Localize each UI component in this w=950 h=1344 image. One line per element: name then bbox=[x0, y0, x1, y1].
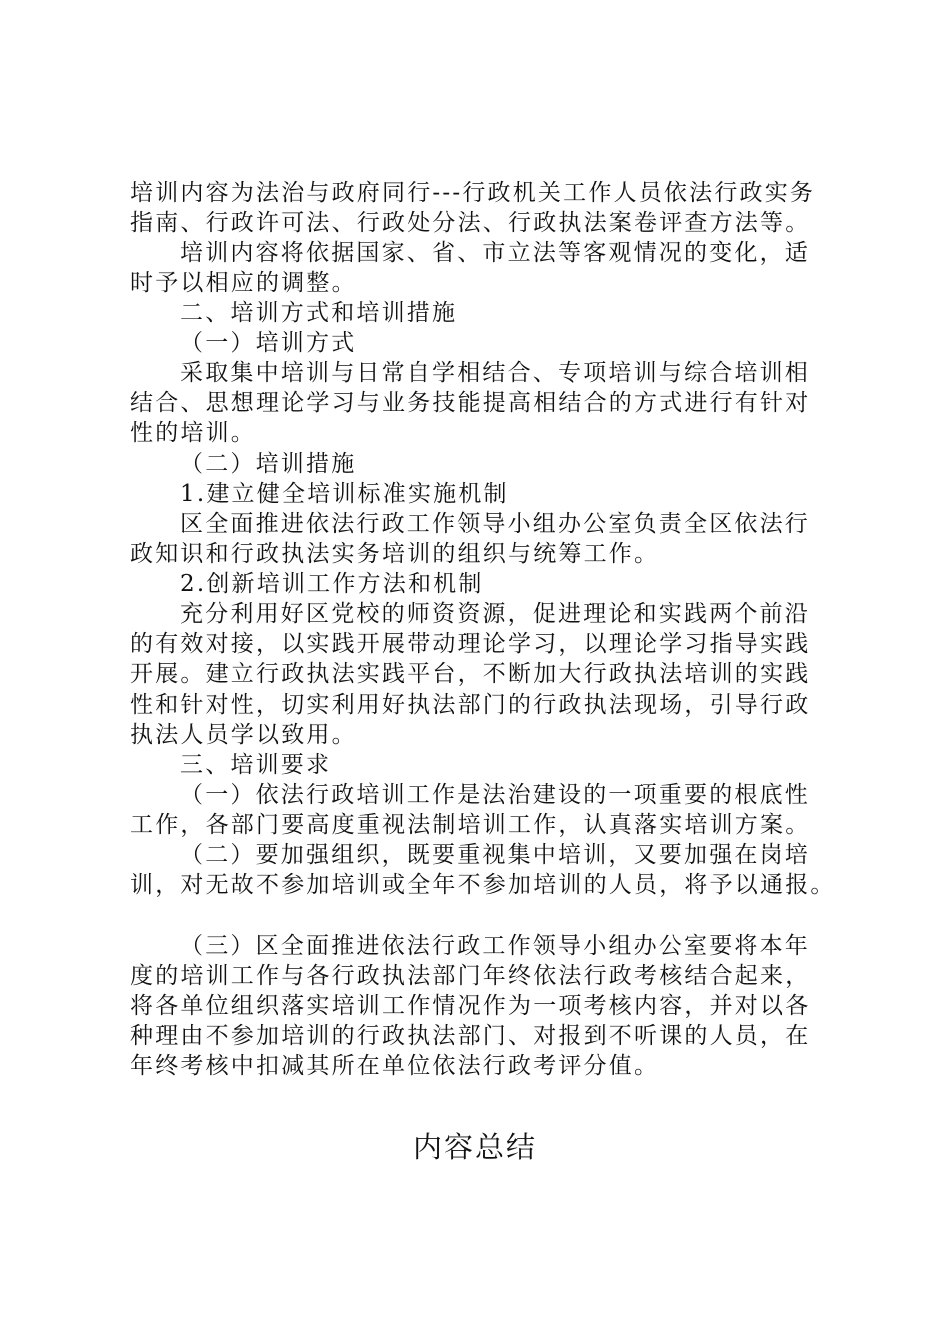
body-line: 采取集中培训与日常自学相结合、专项培训与综合培训相 bbox=[180, 360, 810, 386]
body-line: 政知识和行政执法实务培训的组织与统筹工作。 bbox=[130, 541, 660, 567]
section-heading: 二、培训方式和培训措施 bbox=[180, 300, 458, 326]
body-line: 年终考核中扣减其所在单位依法行政考评分值。 bbox=[130, 1053, 660, 1079]
body-line: 时予以相应的调整。 bbox=[130, 270, 357, 296]
body-line: 将各单位组织落实培训工作情况作为一项考核内容，并对以各 bbox=[130, 993, 811, 1019]
body-line: 开展。建立行政执法实践平台，不断加大行政执法培训的实践 bbox=[130, 661, 811, 687]
body-line: 的有效对接，以实践开展带动理论学习，以理论学习指导实践 bbox=[130, 631, 811, 657]
section-heading: 三、培训要求 bbox=[180, 752, 332, 778]
summary-heading: 内容总结 bbox=[412, 1130, 537, 1164]
subsection-heading: （一）培训方式 bbox=[180, 330, 357, 356]
subsection-heading: （二）培训措施 bbox=[180, 451, 357, 477]
body-line: 性的培训。 bbox=[130, 420, 256, 446]
item-heading: 1.建立健全培训标准实施机制 bbox=[180, 481, 509, 507]
body-line: 指南、行政许可法、行政处分法、行政执法案卷评查方法等。 bbox=[130, 210, 811, 236]
body-line: 区全面推进依法行政工作领导小组办公室负责全区依法行 bbox=[180, 511, 810, 537]
body-line: 执法人员学以致用。 bbox=[130, 722, 357, 748]
body-line: （一）依法行政培训工作是法治建设的一项重要的根底性 bbox=[180, 782, 810, 808]
body-line: 结合、思想理论学习与业务技能提高相结合的方式进行有针对 bbox=[130, 390, 811, 416]
body-line: 度的培训工作与各行政执法部门年终依法行政考核结合起来， bbox=[130, 963, 811, 989]
body-line: 种理由不参加培训的行政执法部门、对报到不听课的人员，在 bbox=[130, 1023, 811, 1049]
body-line: 工作，各部门要高度重视法制培训工作，认真落实培训方案。 bbox=[130, 812, 811, 838]
body-line: 培训内容为法治与政府同行---行政机关工作人员依法行政实务 bbox=[130, 180, 816, 206]
body-line: 性和针对性，切实利用好执法部门的行政执法现场，引导行政 bbox=[130, 692, 811, 718]
body-line: 训，对无故不参加培训或全年不参加培训的人员，将予以通报。 bbox=[130, 872, 836, 898]
body-line: （二）要加强组织，既要重视集中培训，又要加强在岗培 bbox=[180, 842, 810, 868]
body-line: （三）区全面推进依法行政工作领导小组办公室要将本年 bbox=[180, 933, 810, 959]
item-heading: 2.创新培训工作方法和机制 bbox=[180, 571, 484, 597]
body-line: 培训内容将依据国家、省、市立法等客观情况的变化，适 bbox=[180, 240, 810, 266]
body-line: 充分利用好区党校的师资资源，促进理论和实践两个前沿 bbox=[180, 601, 810, 627]
